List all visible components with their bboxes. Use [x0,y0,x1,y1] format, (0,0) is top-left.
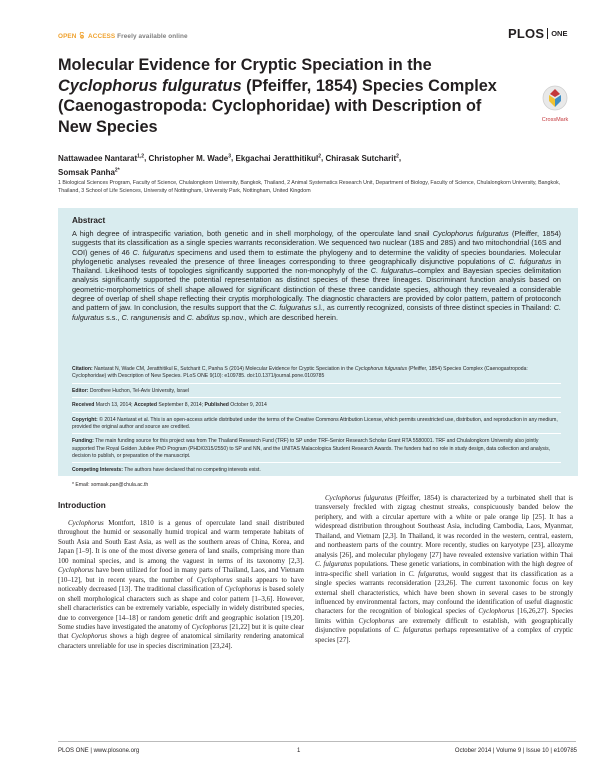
copyright-text: © 2014 Nantarat et al. This is an open-access article distributed under the terms of the Creative Commons Attribution License, which permits unrestricted use, distribution, and reproduction in any medium, provided the original author and source are credited. [72,416,558,430]
crossmark-icon [542,85,568,111]
article-metadata [72,366,561,491]
body-text: , would suggest that its classification as a single species warrants reconsideration [23,26]. The current taxonomic focus on key external shell characteristics, which have been shown in several cases to be strongly influenced by environmental factors, may confound the identification of useful diagnostic characters for the recognition of biological species of [315,569,573,616]
abstract-text: s.l., as currently recognized, consists of three distinct species in Thailand: [311,303,554,313]
author[interactable] [58,168,120,177]
divider [72,383,561,384]
genus-name: Cyclophorus [478,607,515,616]
accepted-date: September 8, 2014; [156,402,205,409]
author-name: Chirasak Sutcharit [325,153,397,163]
species-name: C. fulguratus [393,626,432,635]
logo-separator [547,28,548,39]
published-label: Published [204,402,229,409]
abstract-species: C. fulguratus [72,303,562,322]
author-name: Ekgachai Jeratthitikul [235,153,319,163]
genus-name: Cyclophorus [71,632,107,641]
abstract-species: C. fulguratus [269,303,312,313]
abstract-text: sp.nov., which are described herein. [219,312,338,322]
citation-text: Nantarat N, Wade CM, Jeratthitikul E, Sutcharit C, Panha S (2014) Molecular Evidence for Cryptic Speciation in the [92,366,355,372]
published-date: October 9, 2014 [228,402,267,409]
accepted-label: Accepted [134,402,157,409]
title-line-4: New Species [58,117,158,136]
body-column-right [315,494,573,645]
dates [72,402,561,409]
author-name: Somsak Panha [58,168,115,178]
abstract-species: Cyclophorus fulguratus [432,229,509,238]
body-text: shows a high degree of anatomical similarity rendering anatomical characters unreliable for use in species discrimination [23,24]. [58,632,305,650]
footer-journal-url[interactable]: PLOS ONE | www.plosone.org [58,748,140,754]
divider [72,397,561,398]
crossmark-label: CrossMark [541,117,569,123]
article-title [58,55,528,137]
open-access-lock-icon [79,32,85,39]
genus-name: Cyclophorus [196,575,233,584]
body-text: are extremely difficult to establish, with geographically disjunctive populations of [315,616,573,635]
editor-text: Dorothee Huchon, Tel-Aviv University, Israel [88,387,189,394]
abstract-text: and [170,312,187,322]
copyright [72,417,561,431]
body-text: populations. These genetic variations, in combination with the high degree of intra-specific shell variation in [315,560,574,578]
footer-divider [58,741,576,742]
author-affil-sup: 2 [318,153,321,159]
editor [72,388,561,395]
author-name: Christopher M. Wade [148,153,229,163]
author-affil-sup: 2 [396,153,399,159]
funding-text: The main funding source for this project was from The Thailand Research Fund (TRF) to SP under TRF-Senior Research Scholar Grant RTA 5580001. TRF and Chulalongkorn University also jointly supported The Royal Golden Jubilee PhD Program (PHD/0315/2550) to SP and NN, and the UNITAS Malacologica Student Research Awards. The funders had no role in study design, data collection and analysis, decision to publish, or preparation of the manuscript. [72,438,551,459]
species-name: Cyclophorus fulguratus [325,494,393,502]
abstract-text: –complex and Bayesian species delimitation analysis significantly supported the potential representation as distinct species of these three lineages. Discriminant function analysis based on geometric-morphometrics of shell shape allowed for significant distinction of these three candidate species, although they revealed a considerable degree of overlap of shell shape reflecting their cryptis morphologically. The diagnostic characters are provided by color pattern, pattern of protoconch and pattern of jaw. In conclusion, the results support that the [72,266,561,313]
body-text: [21,22] but it is quite clear that [58,622,305,641]
species-name: C. fulguratus [315,560,353,569]
body-text: perhaps representative of a complex of cryptic species [27]. [315,626,574,644]
abstract-species: C. abditus [186,312,220,322]
genus-name: Cyclophorus [191,622,228,631]
received-date: March 13, 2014; [94,402,135,409]
abstract-text: in Thailand. Likelihood tests of topologies significantly supported the non-monophyly of the [72,256,561,276]
abstract-text: A high degree of intraspecific variation, both genetic and in shell morphology, of the operculate land snail [72,229,433,238]
open-access-banner [58,32,188,40]
abstract-species: C. fulguratus [132,247,175,257]
body-text: Montfort, 1810 is a genus of operculate land snail distributed throughout the humid or seasonally humid tropical and warm temperate habitats of South Asia and South East Asia, as well as the southern areas of China, Korea, and Japan [1–9]. It is one of the most diverse genera of land snails, comprising more than 100 nominal species, and is among the vaguest in terms of its taxonomy [2,3]. [58,519,304,565]
author-name: Nattawadee Nantarat [58,153,138,163]
competing-label: Competing Interests: [72,467,123,474]
access-label: ACCESS [88,33,116,40]
crossmark-badge[interactable] [536,85,574,123]
genus-name: Cyclophorus [58,566,94,575]
title-line-2-rest: (Pfeiffer, 1854) Species Complex [241,76,497,95]
copyright-label: Copyright: [72,416,98,423]
affiliations: 1 Biological Sciences Program, Faculty of Science, Chulalongkorn University, Bangkok, Thailand, 2 Animal Systematics Research Unit, Department of Biology, Faculty of Science, Chulalongkorn University, Bangkok, Thailand, 3 School of Life Sciences, University of Nottingham, University Park, Nottingham, United Kingdom [58,180,561,195]
citation-text: (Pfeiffer, 1854) Species Complex (Caenogastropoda: Cyclophoridae) with Description of New Species. PLoS ONE 9(10): e109785. doi:10.1371/journal.pone.0109785 [72,366,528,380]
citation-species: Cyclophorus fulguratus [354,366,408,372]
funding [72,438,561,460]
divider [72,433,561,434]
received-label: Received [72,402,95,409]
body-text: have been utilized for food in many parts of Thailand, Laos, and Vietnam [10–12], but in recent years, the number of [58,566,304,584]
abstract-text: s.s., [104,312,122,322]
author[interactable] [149,154,232,163]
journal-brand: PLOS [508,25,545,41]
title-line-3: (Caenogastropoda: Cyclophoridae) with Description of [58,97,482,115]
title-line-2 [58,76,528,97]
abstract-text: specimens and used them to estimate the phylogeny and to determine the validity of species boundaries. Molecular phylogenetic analyses revealed the presence of three lineages corresponding to three geographically disjunctive populations of [72,247,561,266]
competing-text: The authors have declared that no competing interests exist. [122,467,261,474]
footer-issue-info: October 2014 | Volume 9 | Issue 10 | e109785 [454,748,577,754]
abstract-body [72,229,561,322]
abstract-species: C. fulguratus [508,256,552,266]
footer-page-number: 1 [297,748,301,754]
freely-available-label: Freely available online [117,33,188,40]
citation [72,366,561,380]
author-list: Nattawadee Nantarat$^{1,2}$, Christopher M. Wade$^3$, Ekgachai Jeratthitikul$^2$, Chirasak Sutcharit$^2$, Somsak Panha$^{2*}$ [58,153,402,178]
author[interactable] [236,154,321,163]
genus-name: Cyclophorus [358,616,395,625]
journal-logo[interactable] [508,26,567,40]
genus-name: Cyclophorus [68,519,104,527]
abstract-heading: Abstract [72,216,106,225]
author-affil-sup: 1,2 [137,153,145,159]
abstract-text: (Pfeiffer, 1854) suggests that its classification as a single species warrants reconsideration. We sequenced two nuclear (18S and 28S) and two mitochondrial (16S and COI) genes of 46 [72,229,561,257]
funding-label: Funding: [72,438,94,445]
citation-label: Citation: [72,366,93,372]
divider [72,462,561,463]
genus-name: Cyclophorus [224,585,261,594]
author[interactable] [58,154,144,163]
author-affil-sup: 3 [228,153,232,159]
title-species: Cyclophorus fulguratus [58,76,242,95]
email[interactable]: * Email: somsak.pan@chula.ac.th [72,481,149,488]
divider [72,477,561,478]
body-text: is based solely on shell morphological characters such as shape and color pattern [1–3,6]. However, shell characteristics can be extremely variable, especially in widely distributed species, due to convergence [14–18] or random genetic drift and geographic isolation [19,20]. Some studies have investigated the anatomy of [58,585,305,631]
competing-interests [72,467,561,474]
section-heading-introduction: Introduction [58,501,106,510]
body-text: snails appears to have noticeably decreased [13]. The traditional classification of [58,575,304,594]
editor-label: Editor: [72,387,89,394]
species-name: C. fulguratus [408,569,447,578]
author[interactable] [325,154,398,163]
author-affil-sup: 2* [114,167,120,174]
body-text: (Pfeiffer, 1854) is characterized by a turbinated shell that is transversely freckled with zigzag chestnut streaks, conspicuously banded below the periphery, and with a circular aperture with a white or pale orange lip [25]. It has a widespread distribution throughout Southeast Asia, including Cambodia, Laos, Myanmar, Thailand, and Vietnam [2,3]. In Thailand, it was recorded in the western, central, eastern, and northeastern parts of the country. More recently, studies on karyotype [23], allozyme analysis [26], and molecular phylogeny [27] have revealed extensive variation within Thai [315,494,573,559]
divider [72,412,561,413]
abstract-species: C. fulguratus [370,266,414,276]
body-text: [16,26,27]. Species limits within [315,607,574,625]
open-label: OPEN [58,33,77,40]
abstract-species: C. rangunensis [121,312,171,322]
body-column-left [58,519,304,651]
journal-brand-one: ONE [551,28,568,38]
title-line-1: Molecular Evidence for Cryptic Speciation in the [58,56,432,74]
